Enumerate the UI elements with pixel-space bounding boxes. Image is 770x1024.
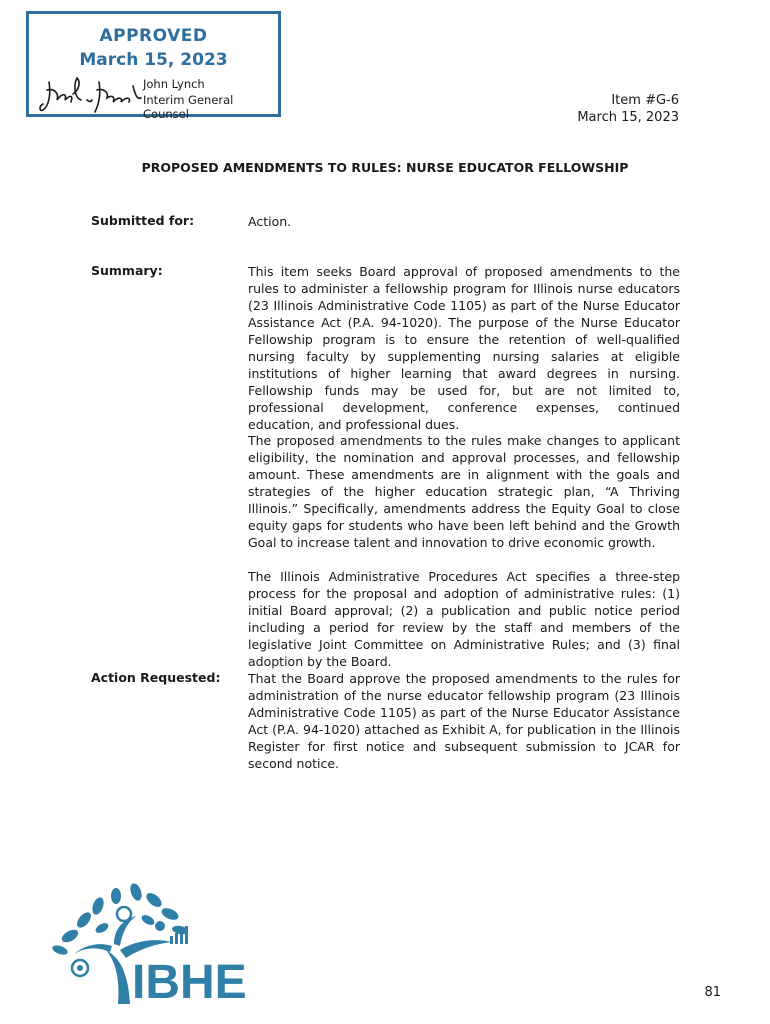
summary-paragraph: The proposed amendments to the rules make changes to applicant eligibility, the nomination and approval processes, and fellowship amount. These amendments are in alignment with the goals and strategies of the higher education strategic plan, “A Thriving Illinois.” Specifically, amendments address the Equity Goal to close equity gaps for students who have been left behind and the Growth Goal to increase talent and innovation to drive economic growth. [248,433,680,550]
submitted-for-value: Action. [248,214,292,229]
item-date: March 15, 2023 [577,110,679,125]
document-title: PROPOSED AMENDMENTS TO RULES: NURSE EDUCATOR FELLOWSHIP [141,160,629,175]
stamp-status: APPROVED [99,26,208,46]
signature-icon [37,72,145,116]
item-number: Item #G-6 [611,93,679,108]
logo-text: IBHE [132,956,247,1004]
action-requested-value: That the Board approve the proposed amendments to the rules for administration of the nurse educator fellowship program (23 Illinois Administrative Code 1105) as part of the Nurse Educator Assistance Act (P.A. 94-1020) attached as Exhibit A, for publication in the Illinois Register for first notice and subsequent submission to JCAR for second notice. [248,671,680,771]
summary-body-2 [248,432,680,551]
summary-body-3 [248,568,680,670]
signer-name: John Lynch [143,77,205,91]
signer-title: Interim General Counsel [143,93,234,121]
summary-paragraph: The Illinois Administrative Procedures Act specifies a three-step process for the proposal and adoption of administrative rules: (1) initial Board approval; (2) a publication and public notice period including a period for review by the staff and members of the legislative Joint Committee on Administrative Rules; and (3) final adoption by the Board. [248,569,680,669]
submitted-for-label: Submitted for: [91,213,195,228]
approval-stamp [26,11,281,121]
ibhe-logo [40,880,260,1004]
summary-label: Summary: [91,263,163,278]
page-number: 81 [704,985,721,1000]
summary-paragraph: This item seeks Board approval of proposed amendments to the rules to administer a fellowship program for Illinois nurse educators (23 Illinois Administrative Code 1105) as part of the Nurse Educator Assistance Act (P.A. 94-1020). The purpose of the Nurse Educator Fellowship program is to ensure the retention of well-qualified nursing faculty by supplementing nursing salaries at eligible institutions of higher learning that award degrees in nursing. Fellowship funds may be used for, but are not limited to, professional development, conference expenses, continued education, and professional dues. [248,264,680,432]
summary-body [248,263,680,433]
stamp-date: March 15, 2023 [79,50,228,70]
action-requested-label: Action Requested: [91,670,221,685]
